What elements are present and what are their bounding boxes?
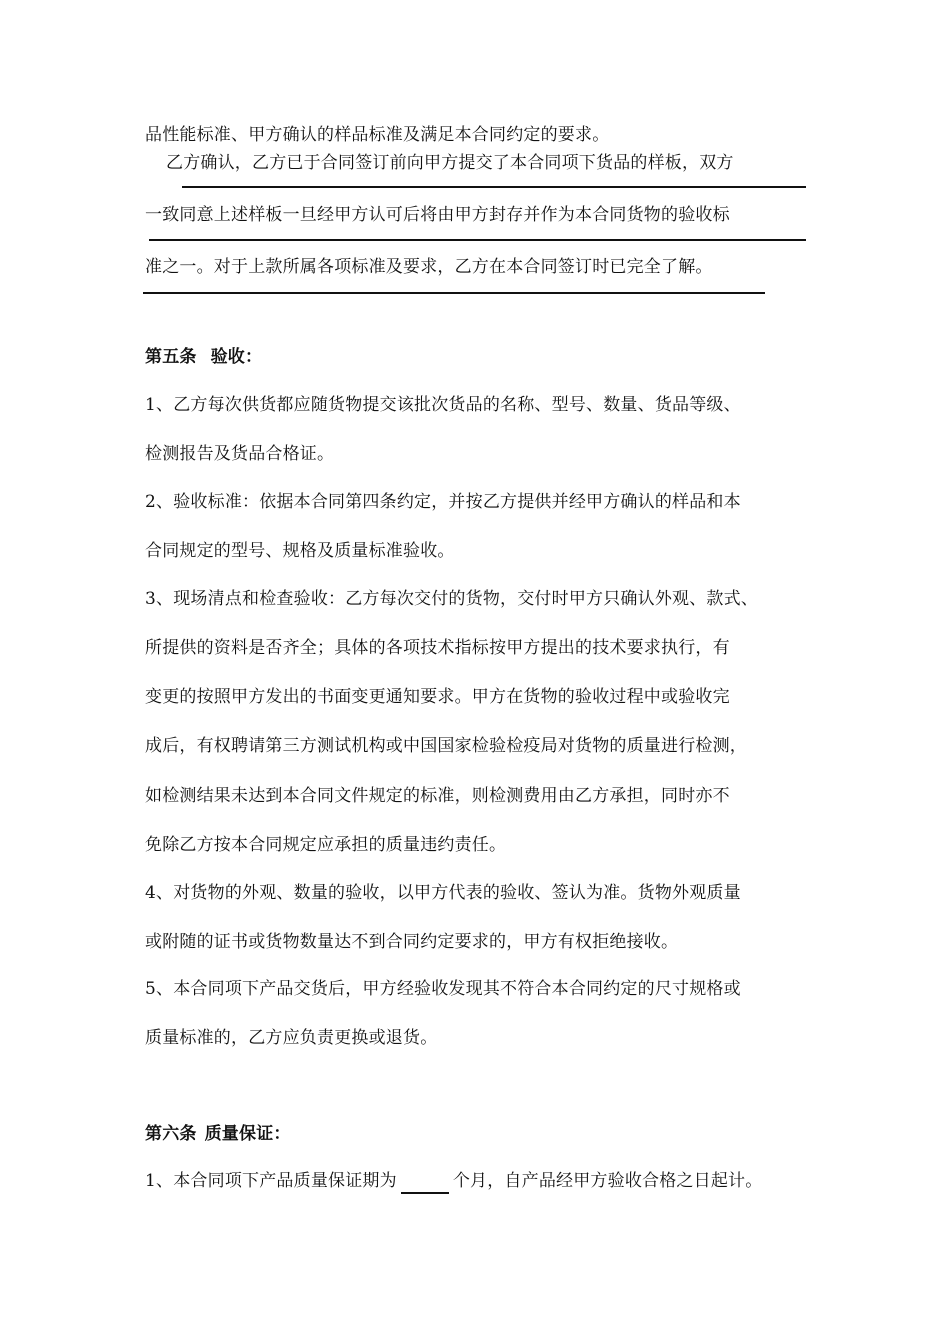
article-5-item-2-line-1: 2、验收标准：依据本合同第四条约定，并按乙方提供并经甲方确认的样品和本	[145, 492, 741, 512]
article-5-item-3-line-6: 免除乙方按本合同规定应承担的质量违约责任。	[145, 835, 507, 855]
article-5-title: 第五条	[145, 347, 197, 367]
intro-line-2: 乙方确认，乙方已于合同签订前向甲方提交了本合同项下货品的样板，双方	[166, 153, 734, 173]
intro-line-3: 一致同意上述样板一旦经甲方认可后将由甲方封存并作为本合同货物的验收标	[145, 205, 730, 225]
underline-rule-1	[182, 186, 806, 188]
article-5-subtitle: 验收：	[210, 347, 263, 367]
article-5-item-2-line-2: 合同规定的型号、规格及质量标准验收。	[145, 541, 455, 561]
article-5-item-3-line-4: 成后，有权聘请第三方测试机构或中国国家检验检疫局对货物的质量进行检测，	[145, 736, 747, 756]
article-6-title: 第六条	[145, 1124, 197, 1144]
article-6-item-1-before: 1、本合同项下产品质量保证期为	[145, 1171, 397, 1191]
article-5-item-1-line-1: 1、乙方每次供货都应随货物提交该批次货品的名称、型号、数量、货品等级、	[145, 395, 741, 415]
article-5-item-3-line-2: 所提供的资料是否齐全；具体的各项技术指标按甲方提出的技术要求执行，有	[145, 638, 730, 658]
article-6-item-1-after: 个月，自产品经甲方验收合格之日起计。	[452, 1171, 763, 1191]
intro-line-1: 品性能标准、甲方确认的样品标准及满足本合同约定的要求。	[145, 125, 610, 145]
article-5-item-1-line-2: 检测报告及货品合格证。	[145, 444, 335, 464]
article-5-item-3-line-3: 变更的按照甲方发出的书面变更通知要求。甲方在货物的验收过程中或验收完	[145, 687, 730, 707]
article-5-item-3-line-1: 3、现场清点和检查验收：乙方每次交付的货物，交付时甲方只确认外观、款式、	[145, 589, 759, 609]
article-6-item-1	[145, 1170, 762, 1194]
underline-rule-3	[143, 292, 765, 294]
article-5-item-5-line-2: 质量标准的，乙方应负责更换或退货。	[145, 1028, 438, 1048]
article-5-heading	[145, 346, 262, 368]
underline-rule-2	[149, 239, 806, 241]
intro-line-4: 准之一。对于上款所属各项标准及要求，乙方在本合同签订时已完全了解。	[145, 257, 713, 277]
article-6-heading	[145, 1123, 291, 1145]
article-6-subtitle: 质量保证：	[204, 1124, 291, 1144]
article-5-item-3-line-5: 如检测结果未达到本合同文件规定的标准，则检测费用由乙方承担，同时亦不	[145, 786, 730, 806]
article-5-item-4-line-2: 或附随的证书或货物数量达不到合同约定要求的，甲方有权拒绝接收。	[145, 932, 679, 952]
article-5-item-4-line-1: 4、对货物的外观、数量的验收，以甲方代表的验收、签认为准。货物外观质量	[145, 883, 741, 903]
warranty-months-blank[interactable]	[401, 1172, 449, 1194]
article-5-item-5-line-1: 5、本合同项下产品交货后，甲方经验收发现其不符合本合同约定的尺寸规格或	[145, 979, 741, 999]
